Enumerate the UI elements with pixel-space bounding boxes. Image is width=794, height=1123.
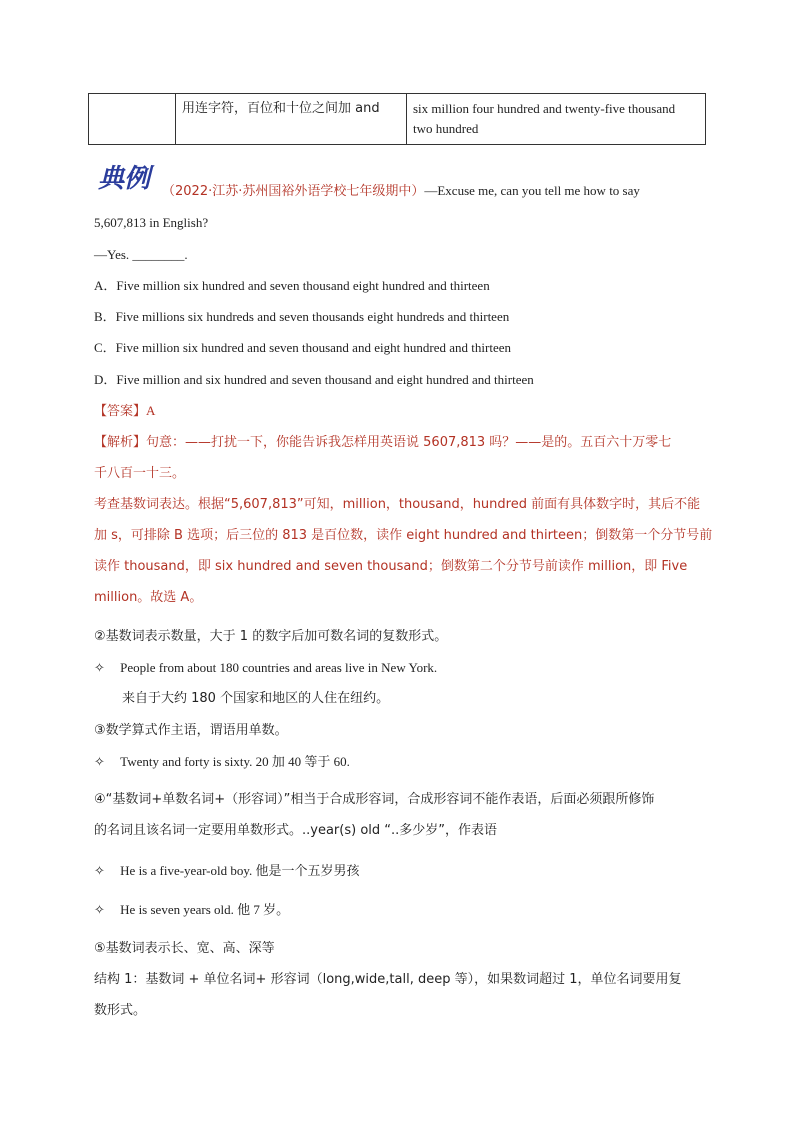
example-logo-text: 典例 xyxy=(98,164,151,194)
analysis-text-1: 句意：——打扰一下，你能告诉我怎样用英语说 5607,813 吗？——是的。五百六十万零七 xyxy=(146,435,672,450)
example-logo xyxy=(96,162,156,194)
analysis-line-2: 千八百一十三。 xyxy=(94,466,186,481)
example-question-tail: —Excuse me, can you tell me how to say xyxy=(424,183,640,198)
bullet-icon: ✧ xyxy=(94,661,105,676)
answer-blank: —Yes. ________. xyxy=(94,247,188,262)
answer-label: 【答案】 xyxy=(94,404,147,419)
example-source: （2022·江苏·苏州国裕外语学校七年级期中） xyxy=(162,184,425,199)
rule-2-example-en: People from about 180 countries and areas live in New York. xyxy=(120,660,438,675)
rule-4-line-2: 的名词且该名词一定要用单数形式。..year(s) old “..多少岁”，作表语 xyxy=(94,823,498,838)
example-question-line2: 5,607,813 in English? xyxy=(94,215,209,230)
analysis-line-3: 考查基数词表达。根据“5,607,813”可知，million，thousand，hundred 前面有具体数字时，其后不能 xyxy=(94,497,701,512)
rule-4-line-1: ④“基数词+单数名词+（形容词）”相当于合成形容词，合成形容词不能作表语，后面必须跟所修饰 xyxy=(94,792,655,807)
option-b: B．Five millions six hundreds and seven thousands eight hundreds and thirteen xyxy=(94,309,510,324)
rule-4-example-1 xyxy=(94,862,360,881)
example-question xyxy=(162,182,640,201)
rule-3-example-text: Twenty and forty is sixty. 20 加 40 等于 60. xyxy=(120,754,350,769)
option-d: D．Five million and six hundred and seven thousand and eight hundred and thirteen xyxy=(94,372,534,387)
table-example-text xyxy=(413,99,675,139)
table-cell-rule xyxy=(176,94,407,144)
table-cell-empty xyxy=(89,94,176,144)
rule-2-translation: 来自于大约 180 个国家和地区的人住在纽约。 xyxy=(122,691,390,706)
analysis-line-6: million。故选 A。 xyxy=(94,590,203,605)
analysis-line-4: 加 s，可排除 B 选项；后三位的 813 是百位数，读作 eight hundred and thirteen；倒数第一个分节号前 xyxy=(94,528,713,543)
bullet-icon: ✧ xyxy=(94,903,105,918)
table-cell-example xyxy=(407,94,705,144)
rule-table xyxy=(88,93,706,145)
answer-line xyxy=(94,402,155,421)
table-example-line1: six million four hundred and twenty-five thousand xyxy=(413,101,676,116)
table-example-line2: two hundred xyxy=(413,121,479,136)
option-a: A．Five million six hundred and seven thousand eight hundred and thirteen xyxy=(94,278,490,293)
rule-2-example xyxy=(94,659,437,678)
rule-5-line-1: 结构 1：基数词 + 单位名词+ 形容词（long,wide,tall, deep 等），如果数词超过 1，单位名词要用复 xyxy=(94,972,682,987)
bullet-icon: ✧ xyxy=(94,755,105,770)
rule-4-example-1-text: He is a five-year-old boy. 他是一个五岁男孩 xyxy=(120,863,360,878)
answer-value: A xyxy=(146,403,156,418)
rule-2-title: ②基数词表示数量，大于 1 的数字后加可数名词的复数形式。 xyxy=(94,629,448,644)
rule-3-title: ③数学算式作主语，谓语用单数。 xyxy=(94,723,288,738)
rule-5-title: ⑤基数词表示长、宽、高、深等 xyxy=(94,941,275,956)
rule-4-example-2-text: He is seven years old. 他 7 岁。 xyxy=(120,902,290,917)
rule-4-example-2 xyxy=(94,901,289,920)
rule-5-line-2: 数形式。 xyxy=(94,1003,147,1018)
table-rule-text: 用连字符，百位和十位之间加 and xyxy=(182,101,380,116)
example-logo-graphic xyxy=(96,162,156,194)
analysis-line-1 xyxy=(94,434,671,452)
analysis-line-5: 读作 thousand，即 six hundred and seven thousand；倒数第二个分节号前读作 million，即 Five xyxy=(94,559,688,574)
analysis-label: 【解析】 xyxy=(94,435,147,450)
option-c: C．Five million six hundred and seven thousand and eight hundred and thirteen xyxy=(94,340,512,355)
bullet-icon: ✧ xyxy=(94,864,105,879)
rule-3-example xyxy=(94,753,350,772)
